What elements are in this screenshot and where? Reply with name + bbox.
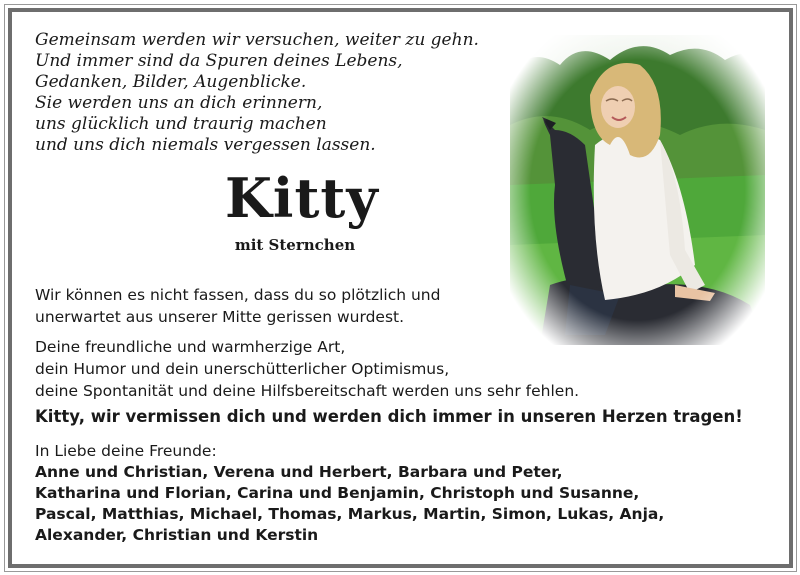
paragraph-line: Wir können es nicht fassen, dass du so plötzlich und: [35, 286, 441, 304]
friends-names-line: Anne und Christian, Verena und Herbert, Barbara und Peter,: [35, 463, 563, 481]
paragraph-line: deine Spontanität und deine Hilfsbereitschaft werden uns sehr fehlen.: [35, 382, 580, 400]
paragraph-tribute: [35, 336, 579, 402]
poem-line: Und immer sind da Spuren deines Lebens,: [35, 51, 403, 71]
friends-intro: In Liebe deine Freunde:: [35, 442, 217, 460]
poem-line: Sie werden uns an dich erinnern,: [35, 93, 323, 113]
friends-names: [35, 462, 664, 546]
paragraph-shock: [35, 284, 440, 328]
poem-line: uns glücklich und traurig machen: [35, 114, 327, 134]
friends-names-line: Pascal, Matthias, Michael, Thomas, Markus, Martin, Simon, Lukas, Anja,: [35, 505, 665, 523]
poem-line: Gedanken, Bilder, Augenblicke.: [35, 72, 307, 92]
name-subtitle: mit Sternchen: [234, 236, 356, 254]
photo-woman-on-horse: [510, 35, 765, 345]
deceased-name: Kitty: [225, 166, 379, 230]
friends-signature: [35, 441, 664, 546]
paragraph-line: dein Humor und dein unerschütterlicher Optimismus,: [35, 360, 450, 378]
friends-names-line: Katharina und Florian, Carina und Benjamin, Christoph und Susanne,: [35, 484, 640, 502]
paragraph-line: Deine freundliche und warmherzige Art,: [35, 338, 346, 356]
portrait-photo: [510, 35, 765, 345]
poem: [35, 30, 479, 156]
friends-names-line: Alexander, Christian und Kerstin: [35, 526, 319, 544]
poem-line: und uns dich niemals vergessen lassen.: [35, 135, 376, 155]
paragraph-line: unerwartet aus unserer Mitte gerissen wurdest.: [35, 308, 405, 326]
closing-statement: Kitty, wir vermissen dich und werden dich immer in unseren Herzen tragen!: [35, 407, 743, 426]
poem-line: Gemeinsam werden wir versuchen, weiter zu gehn.: [35, 30, 479, 50]
